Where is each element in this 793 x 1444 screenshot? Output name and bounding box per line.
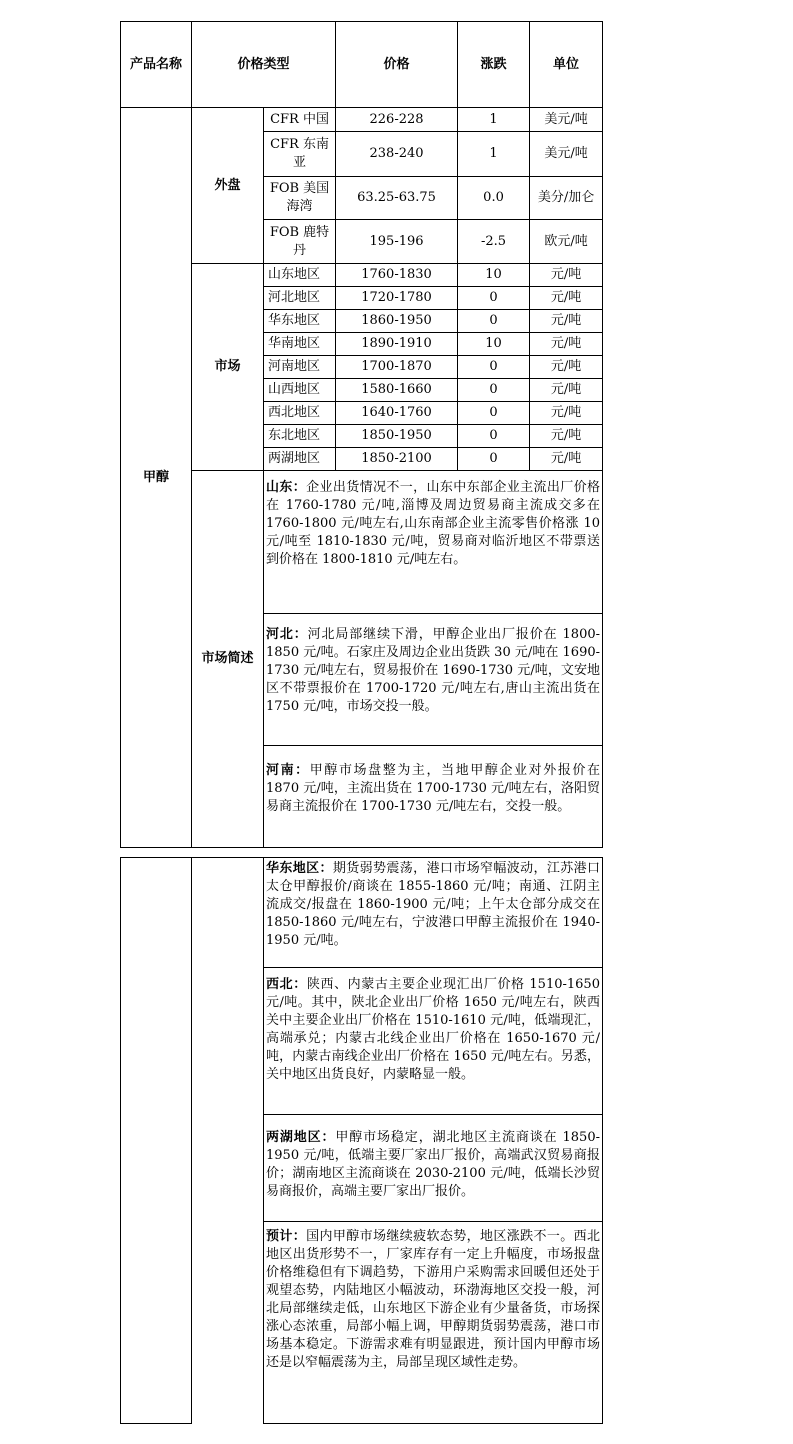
change-cell: 1 bbox=[458, 132, 530, 177]
table-row bbox=[121, 264, 603, 287]
price-cell: 1580-1660 bbox=[336, 379, 458, 402]
change-cell: 0 bbox=[458, 448, 530, 471]
price-cell: 1700-1870 bbox=[336, 356, 458, 379]
note-text: 甲醇市场盘整为主，当地甲醇企业对外报价在 1870 元/吨，主流出货在 1700-1730 元/吨左右，洛阳贸易商主流报价在 1700-1730 元/吨左右，交投一般。 bbox=[266, 763, 601, 814]
price-cell: 1850-2100 bbox=[336, 448, 458, 471]
price-cell: 63.25-63.75 bbox=[336, 177, 458, 220]
commentary-row bbox=[121, 471, 603, 614]
note-text: 期货弱势震荡，港口市场窄幅波动，江苏港口太仓甲醇报价/商谈在 1855-1860 元/吨；南通、江阴主流成交/报盘在 1860-1900 元/吨；上午太仓部分成交在 1850-1860 元/吨左右，宁波港口甲醇主流报价在 1940-1950 元/吨。 bbox=[266, 861, 600, 948]
price-cell: 1890-1910 bbox=[336, 333, 458, 356]
note-text: 河北局部继续下滑，甲醇企业出厂报价在 1800-1850 元/吨。石家庄及周边企业出货跌 30 元/吨在 1690-1730 元/吨左右，贸易报价在 1690-1730 元/吨，文安地区不带票报价在 1700-1720 元/吨左右,唐山主流出货在 1750 元/吨，市场交投一般。 bbox=[266, 627, 601, 714]
table-header bbox=[121, 22, 603, 108]
note-hebei bbox=[264, 614, 603, 746]
unit-cell: 元/吨 bbox=[530, 333, 603, 356]
price-type-cell: CFR 东南亚 bbox=[264, 132, 336, 177]
commentary-label: 市场简述 bbox=[192, 471, 264, 848]
note-text: 企业出货情况不一，山东中东部企业主流出厂价格在 1760-1780 元/吨,淄博及周边贸易商主流成交多在 1760-1800 元/吨左右,山东南部企业主流零售价格涨 10 元/吨至 1810-1830 元/吨，贸易商对临沂地区不带票送到价格在 1800-1810 元/吨左右。 bbox=[266, 480, 601, 567]
header-price-type: 价格类型 bbox=[192, 22, 336, 108]
change-cell: 0.0 bbox=[458, 177, 530, 220]
unit-cell: 美分/加仑 bbox=[530, 177, 603, 220]
header-product: 产品名称 bbox=[121, 22, 192, 108]
unit-cell: 元/吨 bbox=[530, 287, 603, 310]
price-cell: 195-196 bbox=[336, 220, 458, 264]
note-title: 预计： bbox=[266, 1229, 307, 1244]
price-type-cell: CFR 中国 bbox=[264, 108, 336, 132]
region-cell: 河南地区 bbox=[264, 356, 336, 379]
region-cell: 西北地区 bbox=[264, 402, 336, 425]
table-row bbox=[121, 108, 603, 132]
note-east bbox=[264, 858, 603, 968]
header-price: 价格 bbox=[336, 22, 458, 108]
unit-cell: 元/吨 bbox=[530, 356, 603, 379]
unit-cell: 元/吨 bbox=[530, 448, 603, 471]
price-cell: 1860-1950 bbox=[336, 310, 458, 333]
note-northwest bbox=[264, 968, 603, 1115]
note-lianghu bbox=[264, 1115, 603, 1222]
price-cell: 1720-1780 bbox=[336, 287, 458, 310]
region-cell: 两湖地区 bbox=[264, 448, 336, 471]
change-cell: 0 bbox=[458, 402, 530, 425]
price-cell: 238-240 bbox=[336, 132, 458, 177]
note-title: 山东： bbox=[266, 480, 307, 495]
unit-cell: 美元/吨 bbox=[530, 132, 603, 177]
change-cell: 0 bbox=[458, 425, 530, 448]
product-name: 甲醇 bbox=[121, 108, 192, 848]
price-cell: 226-228 bbox=[336, 108, 458, 132]
label-cell-empty bbox=[192, 858, 264, 1424]
unit-cell: 元/吨 bbox=[530, 402, 603, 425]
note-title: 两湖地区： bbox=[266, 1130, 336, 1145]
change-cell: 0 bbox=[458, 310, 530, 333]
header-change: 涨跌 bbox=[458, 22, 530, 108]
unit-cell: 元/吨 bbox=[530, 310, 603, 333]
note-title: 河南： bbox=[266, 763, 310, 778]
market-label: 市场 bbox=[192, 264, 264, 471]
note-henan bbox=[264, 746, 603, 848]
change-cell: 0 bbox=[458, 287, 530, 310]
change-cell: 0 bbox=[458, 356, 530, 379]
price-cell: 1760-1830 bbox=[336, 264, 458, 287]
methanol-commentary-continued bbox=[120, 857, 603, 1424]
region-cell: 华东地区 bbox=[264, 310, 336, 333]
price-cell: 1640-1760 bbox=[336, 402, 458, 425]
note-text: 陕西、内蒙古主要企业现汇出厂价格 1510-1650 元/吨。其中，陕北企业出厂价格 1650 元/吨左右，陕西关中主要企业出厂价格在 1510-1610 元/吨，低端现汇，高端承兑；内蒙古北线企业出厂价格在 1650-1670 元/吨，内蒙古南线企业出厂价格在 1650 元/吨左右。另悉，关中地区出货良好，内蒙略显一般。 bbox=[266, 977, 600, 1082]
unit-cell: 元/吨 bbox=[530, 264, 603, 287]
product-cell-empty bbox=[121, 858, 192, 1424]
change-cell: 10 bbox=[458, 264, 530, 287]
region-cell: 华南地区 bbox=[264, 333, 336, 356]
overseas-label: 外盘 bbox=[192, 108, 264, 264]
price-cell: 1850-1950 bbox=[336, 425, 458, 448]
note-title: 西北： bbox=[266, 977, 307, 992]
note-text: 甲醇市场稳定，湖北地区主流商谈在 1850-1950 元/吨，低端主要厂家出厂报价，高端武汉贸易商报价；湖南地区主流商谈在 2030-2100 元/吨，低端长沙贸易商报价，高端主要厂家出厂报价。 bbox=[266, 1130, 600, 1199]
unit-cell: 元/吨 bbox=[530, 425, 603, 448]
commentary-row bbox=[121, 858, 603, 968]
change-cell: 10 bbox=[458, 333, 530, 356]
region-cell: 山东地区 bbox=[264, 264, 336, 287]
price-type-cell: FOB 美国海湾 bbox=[264, 177, 336, 220]
header-unit: 单位 bbox=[530, 22, 603, 108]
note-title: 华东地区： bbox=[266, 861, 333, 876]
region-cell: 河北地区 bbox=[264, 287, 336, 310]
change-cell: -2.5 bbox=[458, 220, 530, 264]
note-text: 国内甲醇市场继续疲软态势，地区涨跌不一。西北地区出货形势不一，厂家库存有一定上升幅度，市场报盘价格维稳但有下调趋势，下游用户采购需求回暖但还处于观望态势，内陆地区小幅波动，环渤海地区交投一般，河北局部继续走低，山东地区下游企业有少量备货，市场探涨心态浓重，局部小幅上调，甲醇期货弱势震荡，港口市场基本稳定。下游需求难有明显跟进，预计国内甲醇市场还是以窄幅震荡为主，局部呈现区域性走势。 bbox=[266, 1229, 600, 1370]
note-forecast bbox=[264, 1222, 603, 1424]
unit-cell: 元/吨 bbox=[530, 379, 603, 402]
note-title: 河北： bbox=[266, 627, 308, 642]
note-shandong bbox=[264, 471, 603, 614]
price-type-cell: FOB 鹿特丹 bbox=[264, 220, 336, 264]
region-cell: 东北地区 bbox=[264, 425, 336, 448]
region-cell: 山西地区 bbox=[264, 379, 336, 402]
change-cell: 0 bbox=[458, 379, 530, 402]
change-cell: 1 bbox=[458, 108, 530, 132]
methanol-price-table bbox=[120, 21, 603, 848]
unit-cell: 美元/吨 bbox=[530, 108, 603, 132]
unit-cell: 欧元/吨 bbox=[530, 220, 603, 264]
